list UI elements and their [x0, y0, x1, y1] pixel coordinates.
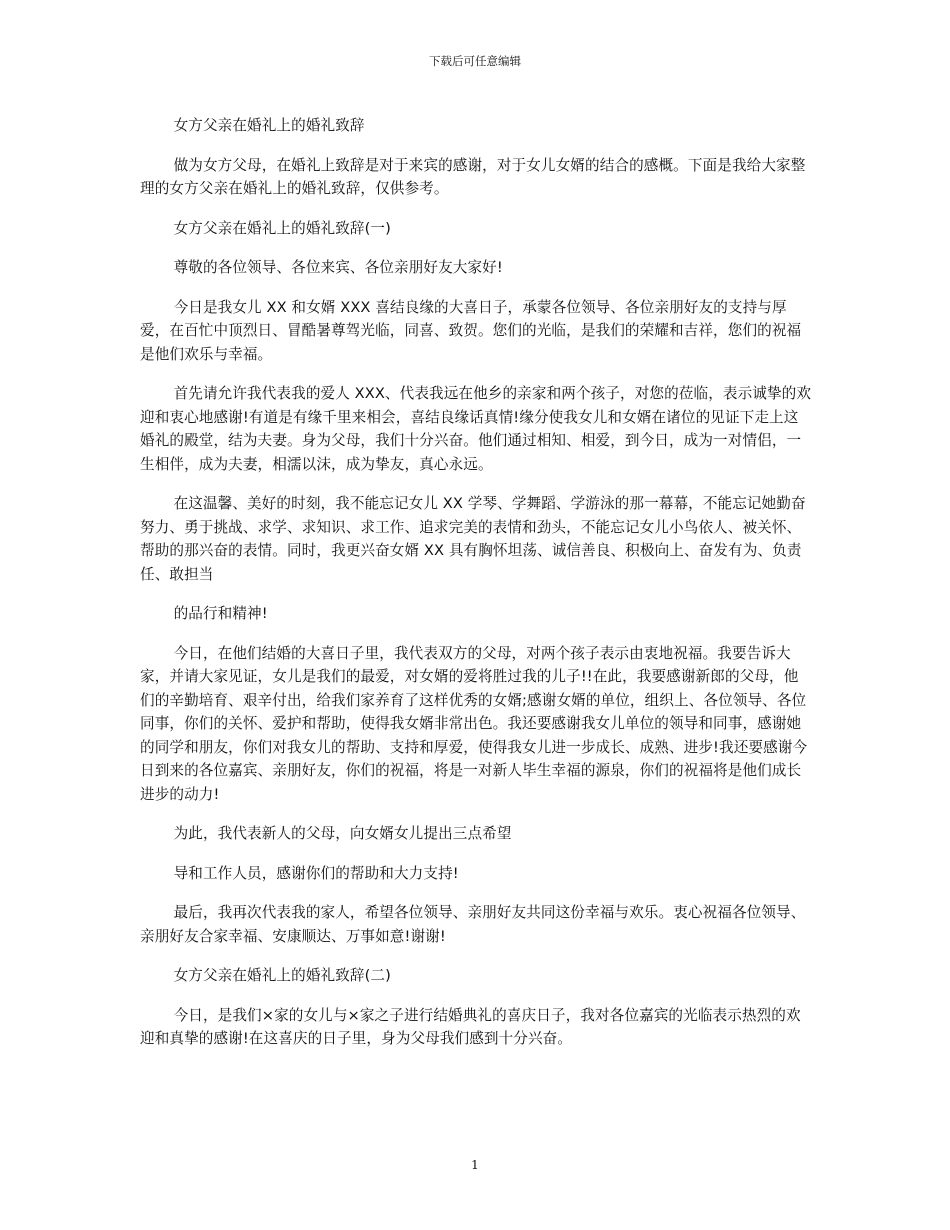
body-paragraph: 首先请允许我代表我的爱人 XXX、代表我远在他乡的亲家和两个孩子，对您的莅临，表示诚挚的欢迎和衷心地感谢!有道是有缘千里来相会，喜结良缘话真情!缘分使我女儿和女婿在诸位的见证下走上这婚礼的殿堂，结为夫妻。身为父母，我们十分兴奋。他们通过相知、相爱，到今日，成为一对情侣，一生相伴，成为夫妻，相濡以沫，成为挚友，真心永远。 [140, 385, 812, 473]
body-paragraph: 导和工作人员，感谢你们的帮助和大力支持! [173, 864, 459, 882]
greeting-paragraph: 尊敬的各位领导、各位来宾、各位亲朋好友大家好! [173, 259, 503, 276]
document-title: 女方父亲在婚礼上的婚礼致辞 [173, 117, 365, 134]
body-paragraph: 今日是我女儿 XX 和女婿 XXX 喜结良缘的大喜日子，承蒙各位领导、各位亲朋好友的支持与厚爱，在百忙中顶烈日、冒酷暑尊驾光临，同喜、致贺。您们的光临，是我们的荣耀和吉祥，您们的祝福是他们欢乐与幸福。 [140, 298, 802, 363]
document-body [140, 114, 812, 1067]
intro-paragraph: 做为女方父母，在婚礼上致辞是对于来宾的感谢，对于女儿女婿的结合的感概。下面是我给大家整理的女方父亲在婚礼上的婚礼致辞，仅供参考。 [140, 156, 806, 197]
section-heading-2: 女方父亲在婚礼上的婚礼致辞(二) [173, 967, 391, 984]
page-number: 1 [471, 1158, 479, 1172]
section-heading-1: 女方父亲在婚礼上的婚礼致辞(一) [173, 219, 391, 237]
body-paragraph: 今日，是我们×家的女儿与×家之子进行结婚典礼的喜庆日子，我对各位嘉宾的光临表示热烈的欢迎和真挚的感谢!在这喜庆的日子里，身为父母我们感到十分兴奋。 [140, 1006, 801, 1047]
page-header-note: 下载后可任意编辑 [429, 54, 521, 68]
closing-paragraph: 最后，我再次代表我的家人，希望各位领导、亲朋好友共同这份幸福与欢乐。衷心祝福各位领导、亲朋好友合家幸福、安康顺达、万事如意!谢谢! [140, 904, 806, 945]
body-paragraph: 今日，在他们结婚的大喜日子里，我代表双方的父母，对两个孩子表示由衷地祝福。我要告诉大家，并请大家见证，女儿是我们的最爱，对女婿的爱将胜过我的儿子!!在此，我要感谢新郎的父母，他们的辛勤培育、艰辛付出，给我们家养育了这样优秀的女婿;感谢女婿的单位，组织上、各位领导、各位同事，你们的关怀、爱护和帮助，使得我女婿非常出色。我还要感谢我女儿单位的领导和同事，感谢她的同学和朋友，你们对我女儿的帮助、支持和厚爱，使得我女儿进一步成长、成熟、进步!我还要感谢今日到来的各位嘉宾、亲朋好友，你们的祝福，将是一对新人毕生幸福的源泉，你们的祝福将是他们成长进步的动力! [140, 644, 808, 803]
body-paragraph: 在这温馨、美好的时刻，我不能忘记女儿 XX 学琴、学舞蹈、学游泳的那一幕幕，不能忘记她勤奋努力、勇于挑战、求学、求知识、求工作、追求完美的表情和劲头，不能忘记女儿小鸟依人、被关怀、帮助的那兴奋的表情。同时，我更兴奋女婿 XX 具有胸怀坦荡、诚信善良、积极向上、奋发有为、负责任、敢担当 [140, 495, 806, 583]
body-paragraph: 为此，我代表新人的父母，向女婿女儿提出三点希望 [173, 825, 512, 842]
body-paragraph: 的品行和精神! [173, 605, 268, 622]
